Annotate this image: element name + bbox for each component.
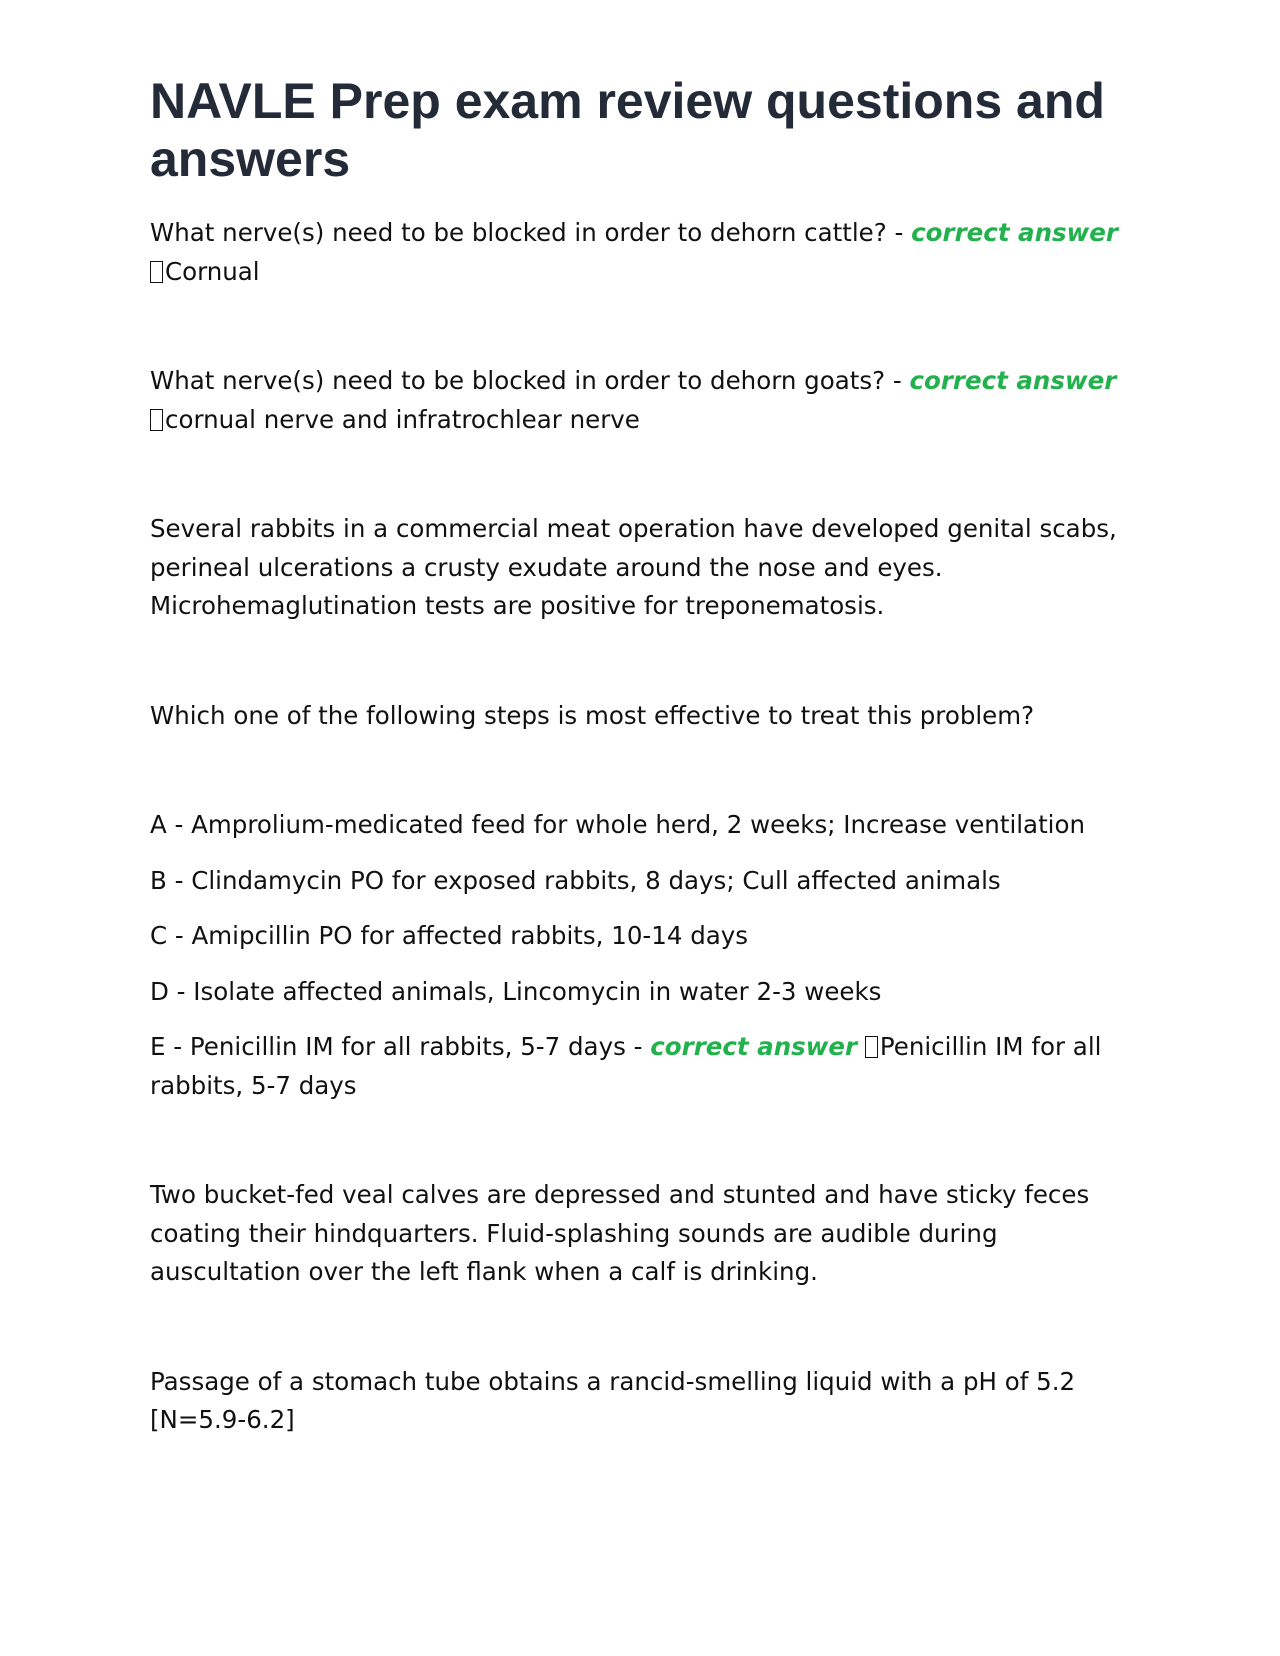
question-3-scenario: Several rabbits in a commercial meat operation have developed genital scabs, perineal ulcerations a crusty exudate around the nose and eyes. Microhemaglutination tests are positive for treponematosis. — [150, 514, 1117, 620]
option-c: C - Amipcillin PO for affected rabbits, 10-14 days — [150, 921, 749, 950]
option-e — [150, 1028, 1150, 1105]
question-4-scenario: Two bucket-fed veal calves are depressed and stunted and have sticky feces coating their hindquarters. Fluid-splashing sounds are audible during auscultation over the left flank when a calf is drinking. — [150, 1180, 1090, 1286]
answer-text: Cornual — [165, 256, 260, 286]
question-1 — [150, 214, 1150, 291]
option-d: D - Isolate affected animals, Lincomycin in water 2-3 weeks — [150, 976, 882, 1006]
option-a: A - Amprolium-medicated feed for whole herd, 2 weeks; Increase ventilation — [150, 810, 1085, 839]
question-3-prompt: Which one of the following steps is most effective to treat this problem? — [150, 700, 1035, 730]
checkbox-glyph-icon — [150, 409, 163, 431]
question-text: What nerve(s) need to be blocked in order to dehorn goats? - — [150, 366, 910, 395]
answer-text: Penicillin IM for all rabbits, 5-7 days — [150, 1032, 1102, 1100]
question-4-finding: Passage of a stomach tube obtains a rancid-smelling liquid with a pH of 5.2 [N=5.9-6.2] — [150, 1366, 1076, 1434]
checkbox-glyph-icon — [865, 1036, 878, 1058]
page-title: NAVLE Prep exam review questions and answers — [150, 73, 1105, 187]
correct-answer-label: correct answer — [650, 1032, 858, 1061]
question-2 — [150, 362, 1150, 439]
correct-answer-label: correct answer — [909, 366, 1117, 395]
checkbox-glyph-icon — [150, 261, 163, 283]
option-e-text: E - Penicillin IM for all rabbits, 5-7 days - — [150, 1032, 651, 1061]
document-page — [150, 72, 1150, 1440]
question-text: What nerve(s) need to be blocked in order to dehorn cattle? - — [150, 218, 912, 247]
option-b: B - Clindamycin PO for exposed rabbits, 8 days; Cull affected animals — [150, 865, 1001, 895]
answer-text: cornual nerve and infratrochlear nerve — [165, 404, 640, 434]
correct-answer-label: correct answer — [911, 218, 1118, 247]
